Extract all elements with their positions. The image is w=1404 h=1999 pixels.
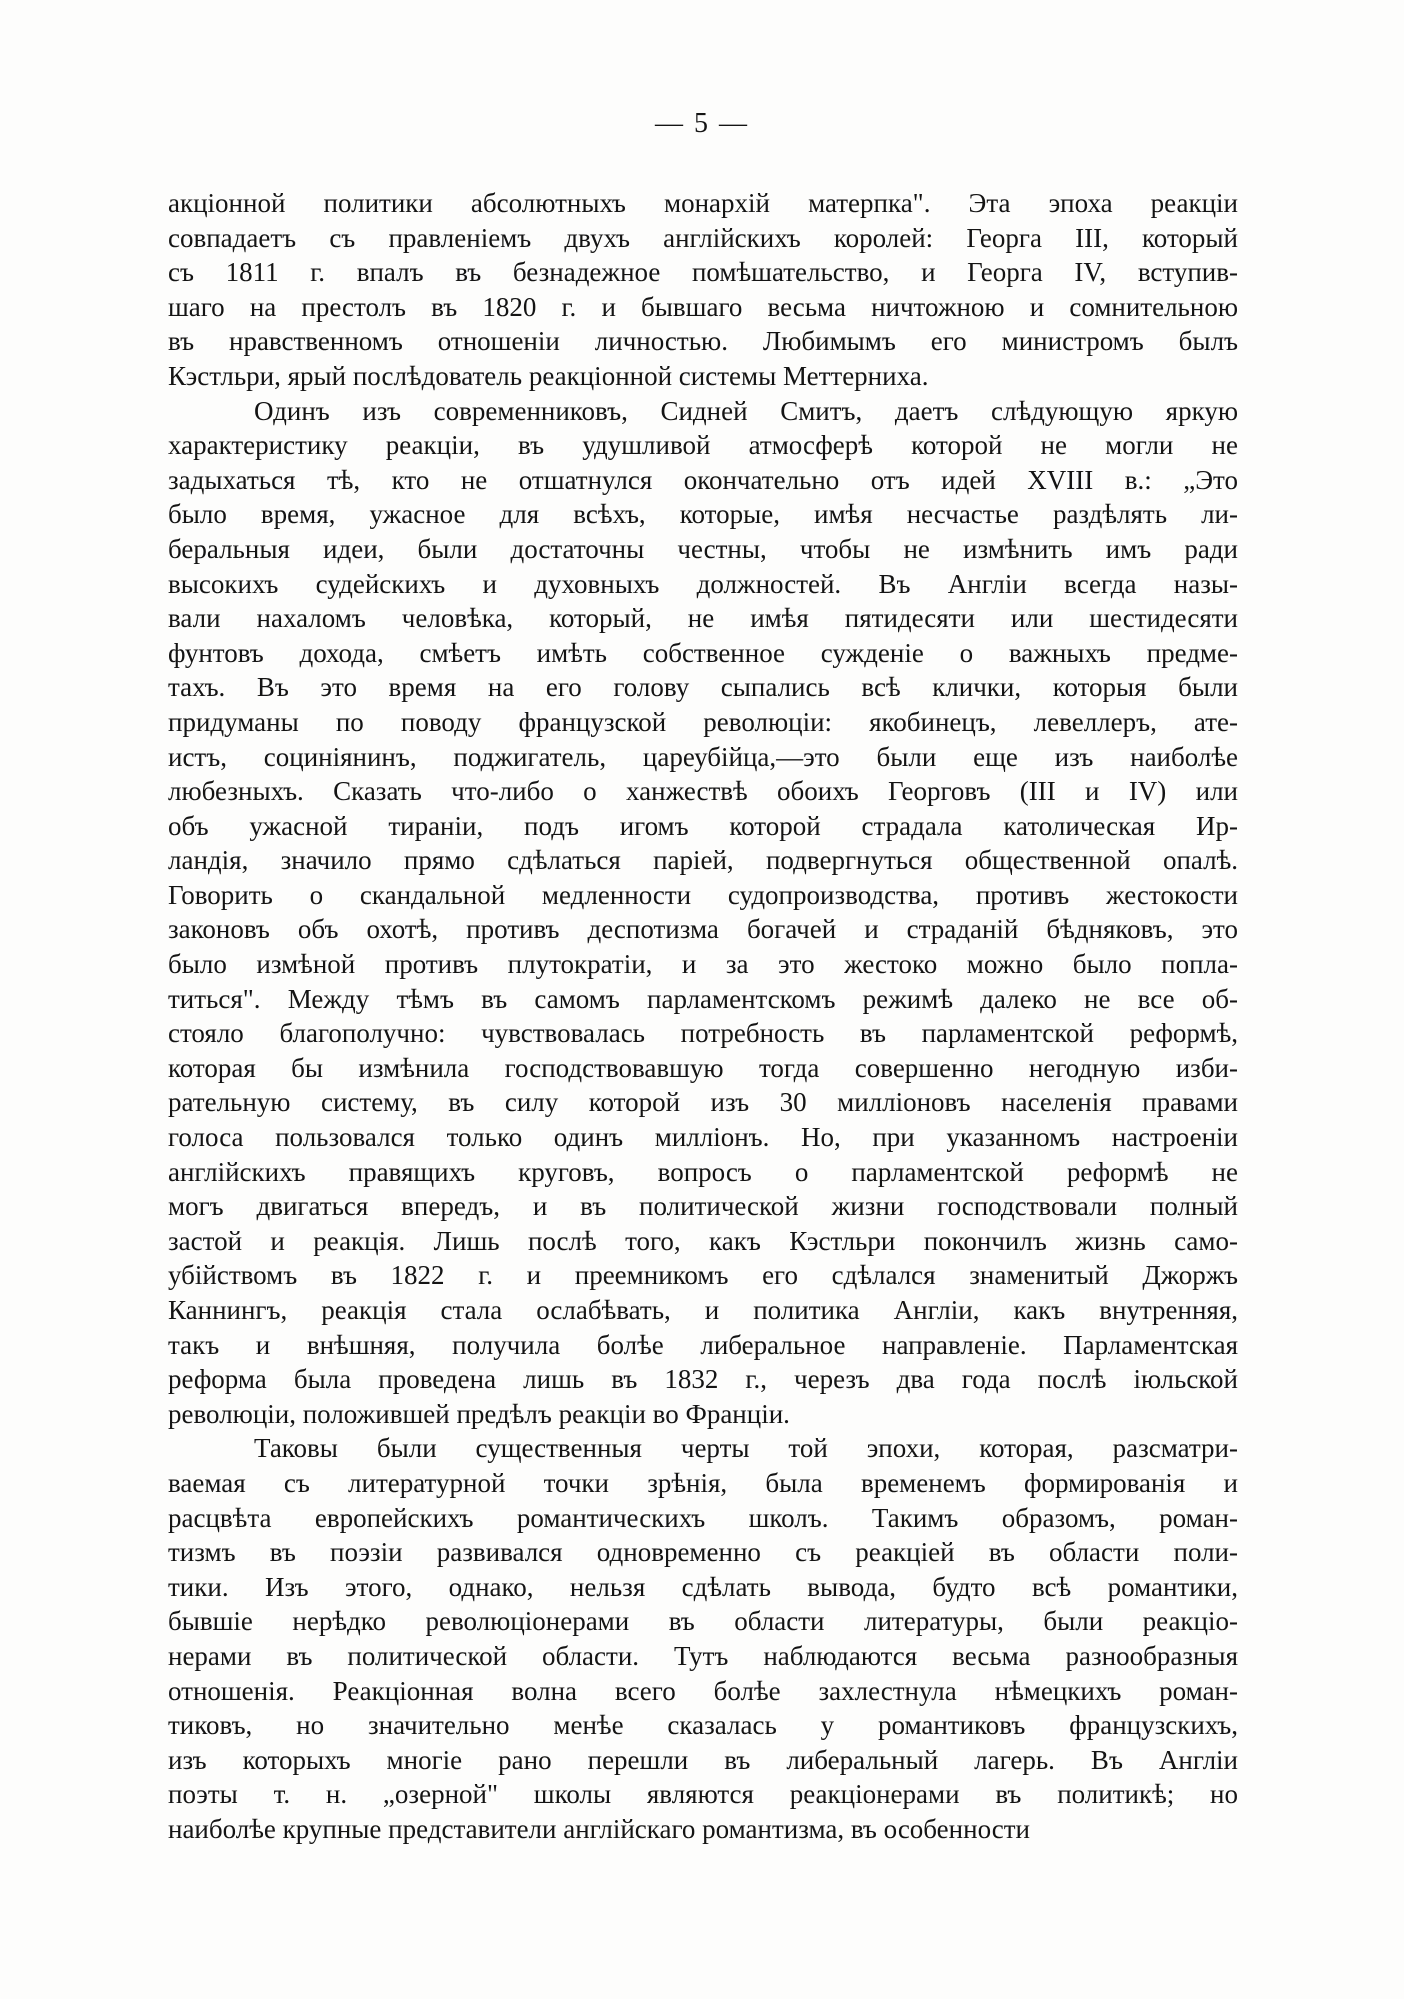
text-line: шаго на престолъ въ 1820 г. и бывшаго весьма ничтожною и сомнительною bbox=[168, 291, 1238, 322]
text-line: придуманы по поводу французской революціи: якобинецъ, левеллеръ, ате- bbox=[168, 706, 1238, 737]
text-line: тизмъ въ поэзіи развивался одновременно съ реакціей въ области поли- bbox=[168, 1537, 1238, 1568]
text-line: было время, ужасное для всѣхъ, которые, имѣя несчастье раздѣлять ли- bbox=[168, 499, 1238, 530]
text-line: задыхаться тѣ, кто не отшатнулся окончательно отъ идей XVIII в.: „Это bbox=[168, 464, 1238, 495]
text-line: было измѣной противъ плутократіи, и за это жестоко можно было попла- bbox=[168, 949, 1238, 980]
text-line: истъ, социніянинъ, поджигатель, цареубійца,—это были еще изъ наиболѣе bbox=[168, 741, 1238, 772]
text-line: бывшіе нерѣдко революціонерами въ области литературы, были реакціо- bbox=[168, 1606, 1238, 1637]
paragraph-2 bbox=[168, 394, 1238, 1432]
text-line: голоса пользовался только одинъ милліонъ. Но, при указанномъ настроеніи bbox=[168, 1122, 1238, 1153]
text-line: тиковъ, но значительно менѣе сказалась у романтиковъ французскихъ, bbox=[168, 1710, 1238, 1741]
text-line: реформа была проведена лишь въ 1832 г., черезъ два года послѣ іюльской bbox=[168, 1364, 1238, 1395]
text-line: характеристику реакціи, въ удушливой атмосферѣ которой не могли не bbox=[168, 430, 1238, 461]
text-line: фунтовъ дохода, смѣетъ имѣть собственное сужденіе о важныхъ предме- bbox=[168, 637, 1238, 668]
text-line: вали нахаломъ человѣка, который, не имѣя пятидесяти или шестидесяти bbox=[168, 603, 1238, 634]
text-line: которая бы измѣнила господствовавшую тогда совершенно негодную изби- bbox=[168, 1052, 1238, 1083]
text-line: титься". Между тѣмъ въ самомъ парламентскомъ режимѣ далеко не все об- bbox=[168, 983, 1238, 1014]
paragraph-3 bbox=[168, 1431, 1238, 1846]
text-line: Каннингъ, реакція стала ослабѣвать, и политика Англіи, какъ внутренняя, bbox=[168, 1295, 1238, 1325]
text-line: любезныхъ. Сказать что-либо о ханжествѣ обоихъ Георговъ (III и IV) или bbox=[168, 776, 1238, 807]
text-line: ваемая съ литературной точки зрѣнія, была временемъ формированія и bbox=[168, 1467, 1238, 1498]
text-line: изъ которыхъ многіе рано перешли въ либеральный лагерь. Въ Англіи bbox=[168, 1744, 1238, 1775]
text-line: могъ двигаться впередъ, и въ политической жизни господствовали полный bbox=[168, 1191, 1238, 1222]
text-line: отношенія. Реакціонная волна всего болѣе захлестнула нѣмецкихъ роман- bbox=[168, 1675, 1238, 1706]
text-line: объ ужасной тираніи, подъ игомъ которой страдала католическая Ир- bbox=[168, 810, 1238, 841]
text-line: Кэстльри, ярый послѣдователь реакціонной системы Меттерниха. bbox=[168, 360, 929, 391]
text-line: Таковы были существенныя черты той эпохи, которая, разсматри- bbox=[254, 1433, 1238, 1464]
text-line: съ 1811 г. впалъ въ безнадежное помѣшательство, и Георга IV, вступив- bbox=[168, 257, 1238, 288]
text-line: наиболѣе крупные представители англійскаго романтизма, въ особенности bbox=[168, 1813, 1030, 1844]
text-line: Говорить о скандальной медленности судопроизводства, противъ жестокости bbox=[168, 879, 1238, 910]
text-line: высокихъ судейскихъ и духовныхъ должностей. Въ Англіи всегда назы- bbox=[168, 568, 1238, 599]
text-line: нерами въ политической области. Тутъ наблюдаются весьма разнообразныя bbox=[168, 1640, 1238, 1671]
text-line: акціонной политики абсолютныхъ монархій матерпка". Эта эпоха реакціи bbox=[168, 188, 1238, 218]
text-line: тахъ. Въ это время на его голову сыпались всѣ клички, которыя были bbox=[168, 672, 1238, 703]
text-line: совпадаетъ съ правленіемъ двухъ англійскихъ королей: Георга III, который bbox=[168, 222, 1238, 253]
text-line: такъ и внѣшняя, получила болѣе либеральное направленіе. Парламентская bbox=[168, 1329, 1238, 1360]
text-line: поэты т. н. „озерной" школы являются реакціонерами въ политикѣ; но bbox=[168, 1779, 1238, 1810]
text-line: англійскихъ правящихъ круговъ, вопросъ о парламентской реформѣ не bbox=[168, 1156, 1238, 1187]
paragraph-1 bbox=[168, 186, 1238, 394]
text-line: въ нравственномъ отношеніи личностью. Любимымъ его министромъ былъ bbox=[168, 326, 1238, 357]
text-line: законовъ объ охотѣ, противъ деспотизма богачей и страданій бѣдняковъ, это bbox=[168, 914, 1238, 945]
text-line: беральныя идеи, были достаточны честны, чтобы не измѣнить имъ ради bbox=[168, 533, 1238, 564]
text-line: тики. Изъ этого, однако, нельзя сдѣлать вывода, будто всѣ романтики, bbox=[168, 1571, 1238, 1602]
body-text bbox=[168, 186, 1238, 1847]
text-line: расцвѣта европейскихъ романтическихъ школъ. Такимъ образомъ, роман- bbox=[168, 1502, 1238, 1533]
text-line: ландія, значило прямо сдѣлаться паріей, подвергнуться общественной опалѣ. bbox=[168, 845, 1238, 876]
text-line: стояло благополучно: чувствовалась потребность въ парламентской реформѣ, bbox=[168, 1018, 1238, 1049]
page-number: — 5 — bbox=[655, 108, 749, 139]
text-line: убійствомъ въ 1822 г. и преемникомъ его сдѣлался знаменитый Джоржъ bbox=[168, 1260, 1238, 1291]
text-line: революціи, положившей предѣлъ реакціи во Франціи. bbox=[168, 1398, 790, 1429]
text-line: Одинъ изъ современниковъ, Сидней Смитъ, даетъ слѣдующую яркую bbox=[254, 395, 1238, 426]
text-line: рательную систему, въ силу которой изъ 30 милліоновъ населенія правами bbox=[168, 1087, 1238, 1118]
text-line: застой и реакція. Лишь послѣ того, какъ Кэстльри покончилъ жизнь само- bbox=[168, 1225, 1238, 1256]
